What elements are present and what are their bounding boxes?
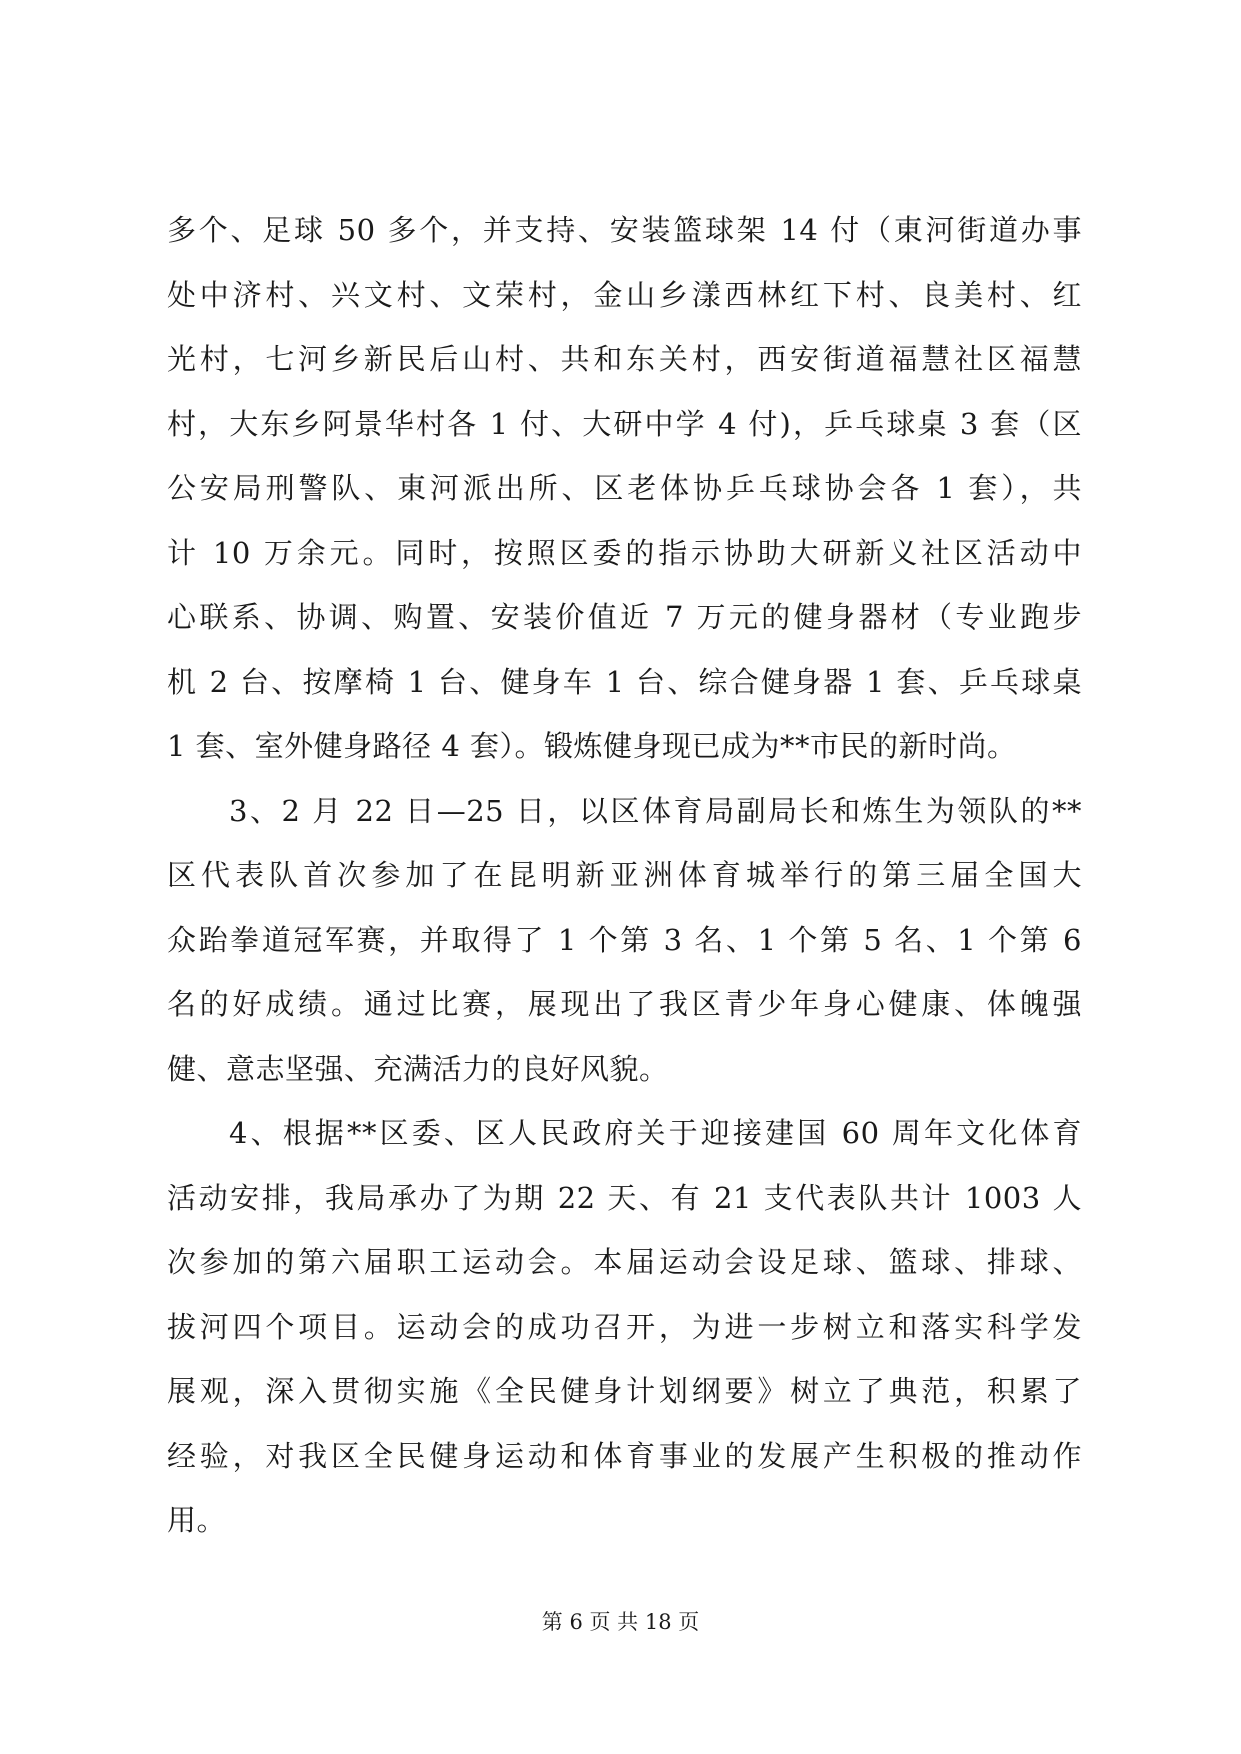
text-line: 村，大东乡阿景华村各 1 付、大研中学 4 付)，乒乓球桌 3 套（区: [167, 406, 1082, 441]
body-text: [167, 198, 1082, 1553]
text-line: 1 套、室外健身路径 4 套）。锻炼健身现已成为**市民的新时尚。: [167, 729, 1017, 763]
text-line: 展观，深入贯彻实施《全民健身计划纲要》树立了典范，积累了: [167, 1374, 1082, 1408]
paragraph-4-start: 4、根据**区委、区人民政府关于迎接建国 60 周年文化体育: [229, 1116, 1082, 1150]
text-line: 名的好成绩。通过比赛，展现出了我区青少年身心健康、体魄强: [167, 987, 1082, 1021]
page-footer: 第 6 页 共 18 页: [541, 1610, 700, 1634]
text-line: 心联系、协调、购置、安装价值近 7 万元的健身器材（专业跑步: [167, 600, 1082, 634]
text-line: 多个、足球 50 多个，并支持、安装篮球架 14 付（東河街道办事: [167, 213, 1082, 247]
text-line: 机 2 台、按摩椅 1 台、健身车 1 台、综合健身器 1 套、乒乓球桌: [167, 664, 1082, 699]
text-line: 用。: [167, 1503, 227, 1537]
text-line: 处中济村、兴文村、文荣村，金山乡漾西林红下村、良美村、红: [167, 277, 1082, 312]
text-line: 拔河四个项目。运动会的成功召开，为进一步树立和落实科学发: [167, 1309, 1082, 1344]
text-line: 计 10 万余元。同时，按照区委的指示协助大研新义社区活动中: [167, 535, 1082, 570]
text-line: 健、意志坚强、充满活力的良好风貌。: [167, 1051, 669, 1086]
text-line: 众跆拳道冠军赛，并取得了 1 个第 3 名、1 个第 5 名、1 个第 6: [167, 922, 1082, 957]
text-line: 活动安排，我局承办了为期 22 天、有 21 支代表队共计 1003 人: [167, 1180, 1082, 1215]
paragraph-3-start: 3、2 月 22 日—25 日，以区体育局副局长和炼生为领队的**: [229, 793, 1082, 828]
text-line: 区代表队首次参加了在昆明新亚洲体育城举行的第三届全国大: [167, 858, 1082, 892]
text-line: 光村，七河乡新民后山村、共和东关村，西安街道福慧社区福慧: [167, 342, 1082, 376]
text-line: 公安局刑警队、東河派出所、区老体协乒乓球协会各 1 套），共: [167, 471, 1082, 505]
text-line: 次参加的第六届职工运动会。本届运动会设足球、篮球、排球、: [167, 1245, 1082, 1279]
text-line: 经验，对我区全民健身运动和体育事业的发展产生积极的推动作: [167, 1438, 1082, 1473]
